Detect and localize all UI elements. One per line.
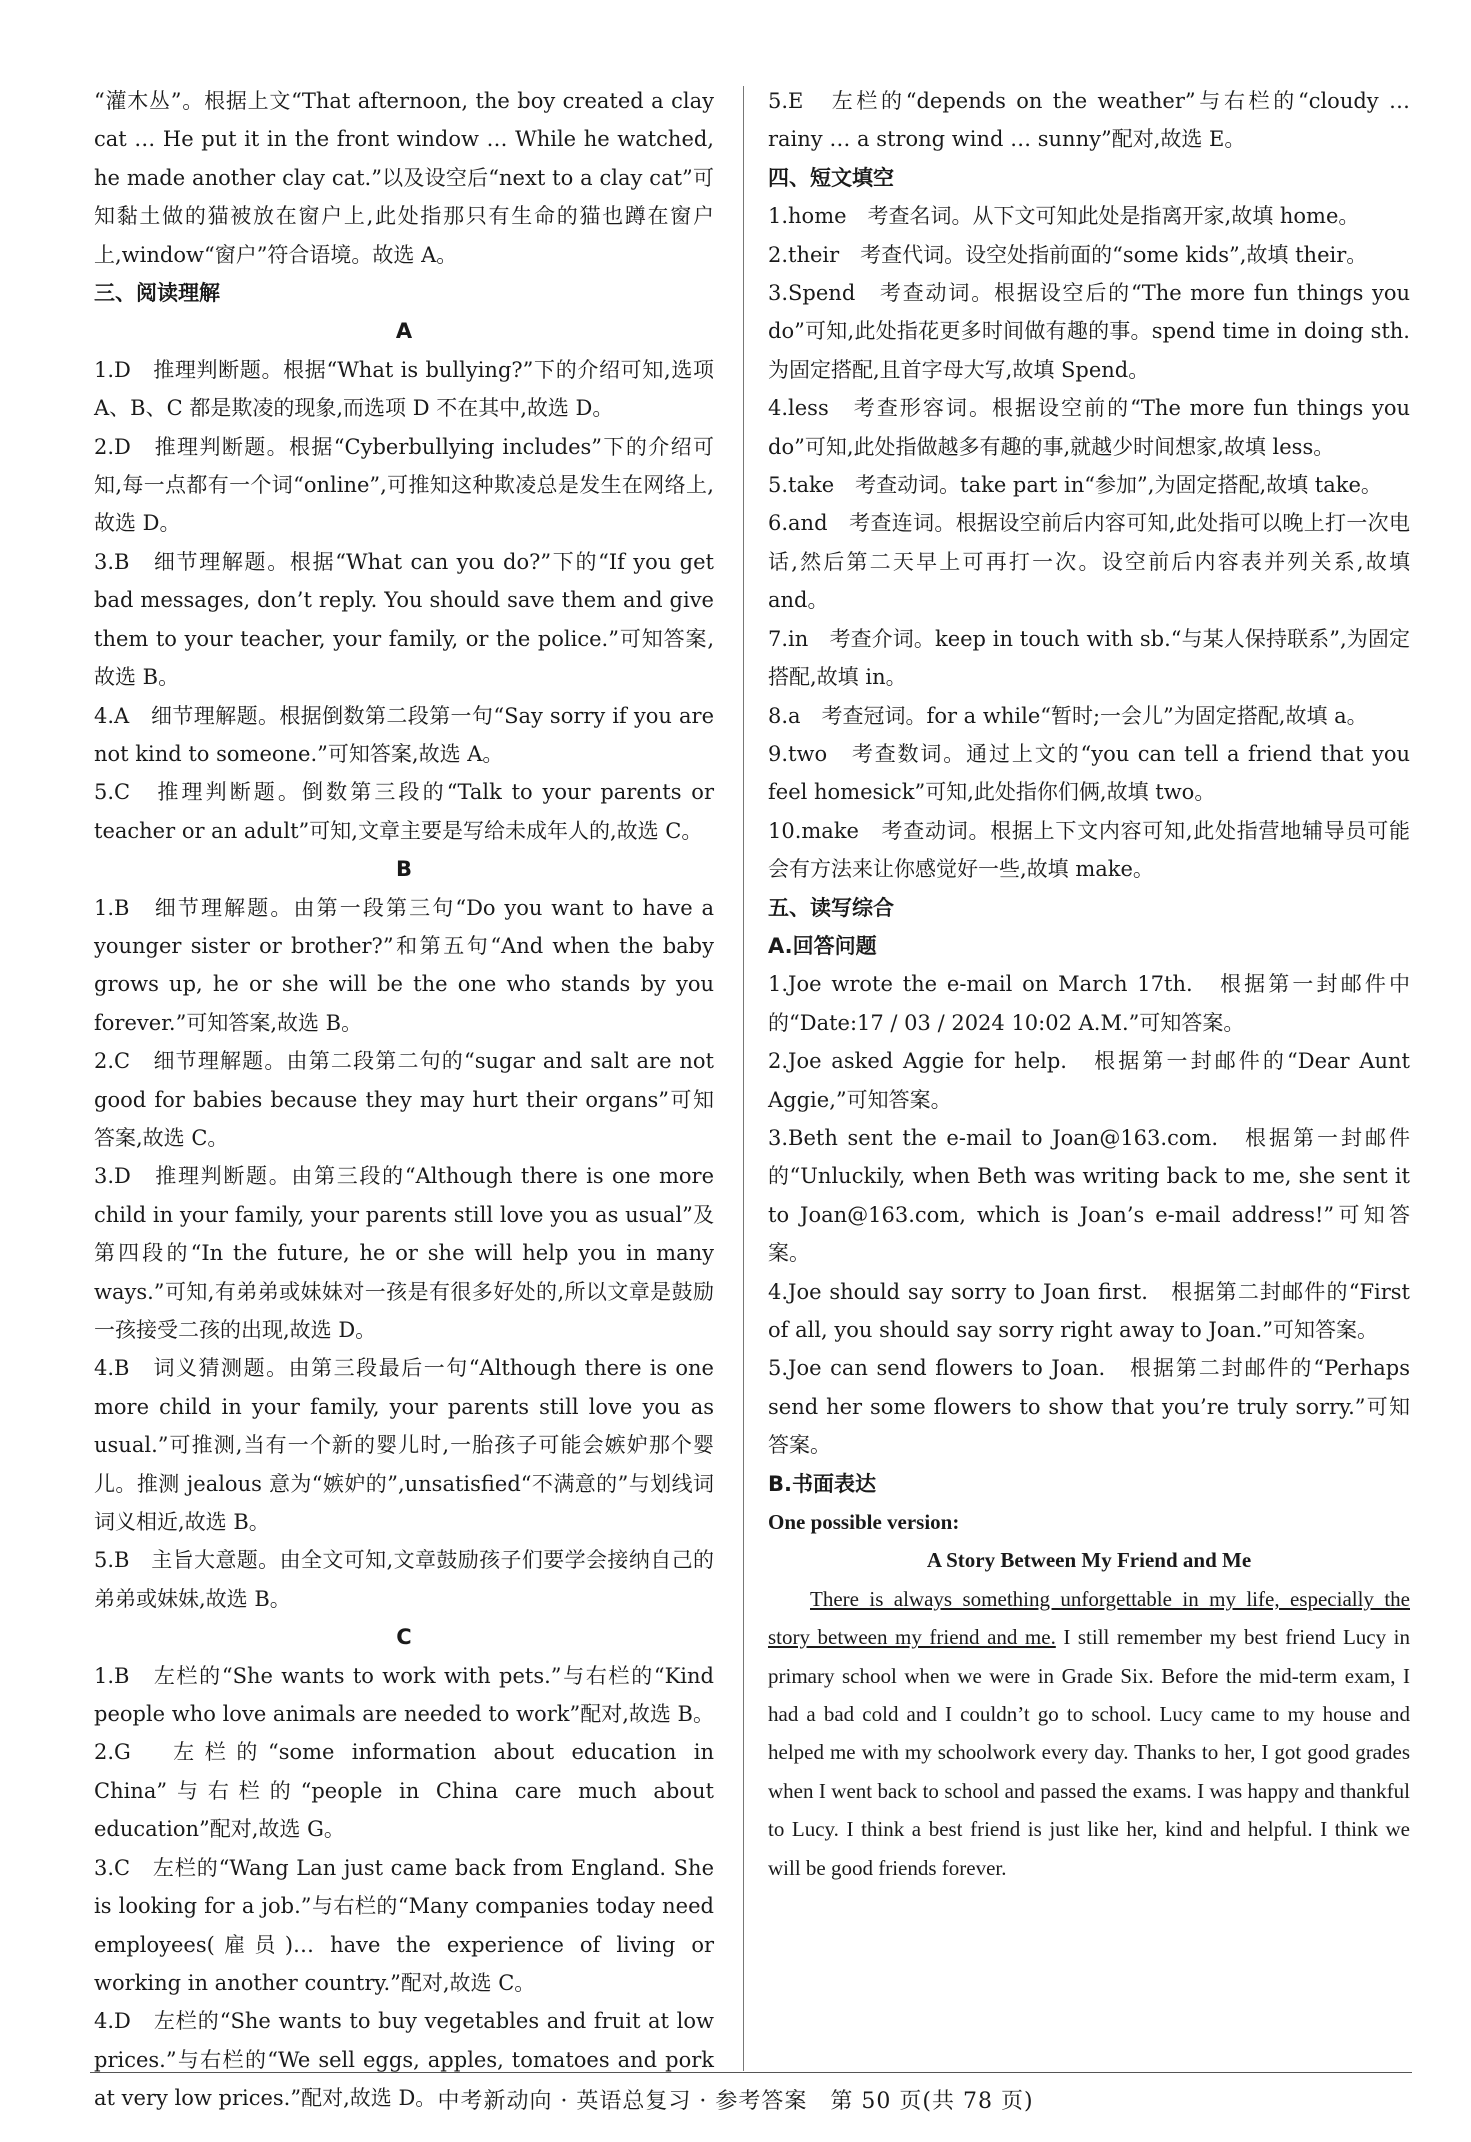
section-heading: 五、读写综合 [768,895,894,920]
section-heading: 四、短文填空 [768,165,894,190]
text-paragraph: “灌木丛”。根据上文“That afternoon, the boy created a clay cat … He put it in the front window … While he watched, he made another clay cat.”以及设空后“next to a clay cat”可知黏土做的猫被放在窗户上,此处指那只有生命的猫也蹲在窗户上,window“窗户”符合语境。故选 A。 [94,89,714,267]
right-column [768,82,1410,1887]
answer-item: 1.Joe wrote the e-mail on March 17th. 根据第一封邮件中的“Date:17 / 03 / 2024 10:02 A.M.”可知答案。 [768,972,1410,1035]
answer-item: 6.and 考查连词。根据设空前后内容可知,此处指可以晚上打一次电话,然后第二天早上可再打一次。设空前后内容表并列关系,故填 and。 [768,511,1410,613]
answer-item: 2.Joe asked Aggie for help. 根据第一封邮件的“Dear Aunt Aggie,”可知答案。 [768,1049,1410,1112]
answer-item: 3.Spend 考查动词。根据设空后的“The more fun things you do”可知,此处指花更多时间做有趣的事。spend time in doing sth.为固定搭配,且首字母大写,故填 Spend。 [768,281,1410,382]
answer-item: 3.D 推理判断题。由第三段的“Although there is one more child in your family, your parents still love you as usual”及第四段的“In the future, he or she will help you in many ways.”可知,有弟弟或妹妹对一孩是有很多好处的,所以文章是鼓励一孩接受二孩的出现,故选 D。 [94,1164,714,1342]
answer-item: 1.home 考查名词。从下文可知此处是指离开家,故填 home。 [768,204,1360,229]
subsection-heading: B [395,857,412,882]
answer-item: 3.C 左栏的“Wang Lan just came back from England. She is looking for a job.”与右栏的“Many companies today need employees(雇员)… have the experience of living or working in another country.”配对,故选 C。 [94,1855,714,1995]
answer-item: 2.C 细节理解题。由第二段第二句的“sugar and salt are not good for babies because they may hurt their organs”可知答案,故选 C。 [94,1049,714,1150]
answer-item: 3.B 细节理解题。根据“What can you do?”下的“If you get bad messages, don’t reply. You should save them and give them to your teacher, your family, or the police.”可知答案,故选 B。 [94,549,714,690]
answer-item: 1.B 左栏的“She wants to work with pets.”与右栏的“Kind people who love animals are needed to work”配对,故选 B。 [94,1663,714,1727]
page-footer: 中考新动向 · 英语总复习 · 参考答案 第 50 页(共 78 页) [437,2089,1034,2114]
answer-item: 8.a 考查冠词。for a while“暂时;一会儿”为固定搭配,故填 a。 [768,703,1368,728]
section-heading: A.回答问题 [768,933,877,958]
answer-item: 4.less 考查形容词。根据设空前的“The more fun things you do”可知,此处指做越多有趣的事,就越少时间想家,故填 less。 [768,396,1410,459]
answer-item: 4.Joe should say sorry to Joan first. 根据第二封邮件的“First of all, you should say sorry right away to Joan.”可知答案。 [768,1279,1410,1342]
section-heading: B.书面表达 [768,1471,876,1496]
answer-item: 5.B 主旨大意题。由全文可知,文章鼓励孩子们要学会接纳自己的弟弟或妹妹,故选 B。 [94,1548,714,1611]
answer-item: 10.make 考查动词。根据上下文内容可知,此处指营地辅导员可能会有方法来让你感觉好一些,故填 make。 [768,818,1410,882]
answer-item: 5.Joe can send flowers to Joan. 根据第二封邮件的“Perhaps send her some flowers to show that you’re truly sorry.”可知答案。 [768,1356,1410,1458]
footer-rule [90,2072,1412,2073]
answer-item: 4.B 词义猜测题。由第三段最后一句“Although there is one more child in your family, your parents still love you as usual.”可推测,当有一个新的婴儿时,一胎孩子可能会嫉妒那个婴儿。推测 jealous 意为“嫉妒的”,unsatisfied“不满意的”与划线词词义相近,故选 B。 [94,1356,714,1535]
essay-label: One possible version: [768,1510,960,1535]
section-heading: 三、阅读理解 [94,281,220,306]
answer-item: 5.take 考查动词。take part in“参加”,为固定搭配,故填 take。 [768,473,1382,498]
answer-item: 5.C 推理判断题。倒数第三段的“Talk to your parents or teacher or an adult”可知,文章主要是写给未成年人的,故选 C。 [94,780,714,843]
answer-item: 2.their 考查代词。设空处指前面的“some kids”,故填 their。 [768,242,1368,267]
answer-item: 5.E 左栏的“depends on the weather”与右栏的“cloudy … rainy … a strong wind … sunny”配对,故选 E。 [768,89,1410,152]
answer-item: 4.D 左栏的“She wants to buy vegetables and fruit at low prices.”与右栏的“We sell eggs, apples, tomatoes and pork at very low prices.”配对,故选 D。 [94,2009,714,2111]
answer-item: 7.in 考查介词。keep in touch with sb.“与某人保持联系”,为固定搭配,故填 in。 [768,626,1410,690]
left-column [94,82,714,2118]
answer-item: 2.D 推理判断题。根据“Cyberbullying includes”下的介绍可知,每一点都有一个词“online”,可推知这种欺凌总是发生在网络上,故选 D。 [94,434,714,536]
column-divider [743,86,744,2071]
answer-item: 3.Beth sent the e-mail to Joan@163.com. 根据第一封邮件的“Unluckily, when Beth was writing back to me, she sent it to Joan@163.com, which is Joan’s e-mail address!”可知答案。 [768,1125,1410,1266]
answer-item: 1.B 细节理解题。由第一段第三句“Do you want to have a younger sister or brother?”和第五句“And when the baby grows up, he or she will be the one who stands by you forever.”可知答案,故选 B。 [94,895,714,1035]
answer-item: 4.A 细节理解题。根据倒数第二段第一句“Say sorry if you are not kind to someone.”可知答案,故选 A。 [94,703,714,766]
answer-item: 2.G 左栏的“some information about education in China”与右栏的“people in China care much about education”配对,故选 G。 [94,1740,714,1842]
essay-title: A Story Between My Friend and Me [926,1548,1252,1573]
answer-item: 1.D 推理判断题。根据“What is bullying?”下的介绍可知,选项 A、B、C 都是欺凌的现象,而选项 D 不在其中,故选 D。 [94,357,714,421]
answer-item: 9.two 考查数词。通过上文的“you can tell a friend that you feel homesick”可知,此处指你们俩,故填 two。 [768,741,1410,805]
subsection-heading: C [396,1625,412,1650]
essay-underlined-sentence: There is always something unforgettable in my life, especially the story between my friend and me. [768,1586,1410,1650]
essay-body: There is always something unforgettable in my life, especially the story between my friend and me. I still remember my best friend Lucy in primary school when we were in Grade Six. Before the mid-term exam, I had a bad cold and I couldn’t go to school. Lucy came to my house and helped me with my schoolwork every day. Thanks to her, I got good grades when I went back to school and passed the exams. I was happy and thankful to Lucy. I think a best friend is just like her, kind and helpful. I think we will be good friends forever. [768,1586,1410,1880]
subsection-heading: A [395,319,413,344]
